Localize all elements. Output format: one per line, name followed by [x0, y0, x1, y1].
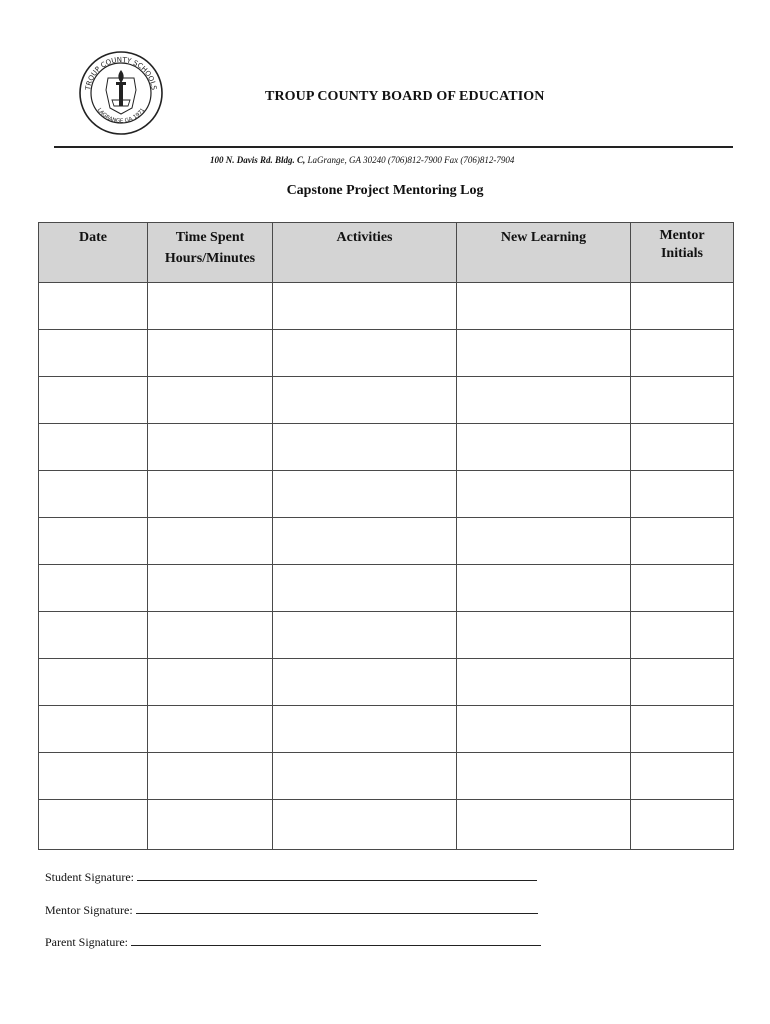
- parent-signature-row: [45, 933, 541, 966]
- table-row: [39, 612, 734, 659]
- date-cell[interactable]: [39, 283, 148, 330]
- table-row: [39, 377, 734, 424]
- time-spent-cell[interactable]: [148, 518, 273, 565]
- table-row: [39, 471, 734, 518]
- new-learning-cell[interactable]: [457, 565, 631, 612]
- table-row: [39, 800, 734, 850]
- new-learning-cell[interactable]: [457, 283, 631, 330]
- address-city-phone: LaGrange, GA 30240 (706)812-7900 Fax (706)812-7904: [307, 155, 515, 165]
- date-cell[interactable]: [39, 377, 148, 424]
- activities-cell[interactable]: [273, 706, 457, 753]
- date-cell[interactable]: [39, 706, 148, 753]
- activities-cell[interactable]: [273, 283, 457, 330]
- time-spent-cell[interactable]: [148, 330, 273, 377]
- activities-cell[interactable]: [273, 330, 457, 377]
- time-spent-cell[interactable]: [148, 659, 273, 706]
- table-row: [39, 565, 734, 612]
- date-cell[interactable]: [39, 518, 148, 565]
- table-row: [39, 424, 734, 471]
- activities-cell[interactable]: [273, 565, 457, 612]
- mentor-initials-cell[interactable]: [631, 565, 734, 612]
- new-learning-cell[interactable]: [457, 424, 631, 471]
- mentor-signature-line[interactable]: [136, 901, 538, 914]
- time-spent-cell[interactable]: [148, 753, 273, 800]
- mentor-initials-cell[interactable]: [631, 612, 734, 659]
- new-learning-cell[interactable]: [457, 471, 631, 518]
- date-cell[interactable]: [39, 565, 148, 612]
- column-header-mentor-initials: [631, 223, 734, 283]
- activities-cell[interactable]: [273, 753, 457, 800]
- column-header-activities: [273, 223, 457, 283]
- column-header-text: Mentor: [659, 228, 705, 243]
- new-learning-cell[interactable]: [457, 706, 631, 753]
- activities-cell[interactable]: [273, 800, 457, 850]
- column-header-text: Date: [79, 230, 107, 245]
- activities-cell[interactable]: [273, 377, 457, 424]
- mentor-signature-label: Mentor Signature:: [45, 902, 133, 917]
- mentor-signature-row: [45, 901, 541, 934]
- time-spent-cell[interactable]: [148, 612, 273, 659]
- new-learning-cell[interactable]: [457, 800, 631, 850]
- activities-cell[interactable]: [273, 518, 457, 565]
- column-header-text: Activities: [336, 230, 393, 245]
- activities-cell[interactable]: [273, 424, 457, 471]
- table-row: [39, 518, 734, 565]
- student-signature-line[interactable]: [137, 868, 537, 881]
- mentor-initials-cell[interactable]: [631, 518, 734, 565]
- time-spent-cell[interactable]: [148, 283, 273, 330]
- column-header-date: [39, 223, 148, 283]
- troup-county-schools-seal: [78, 50, 164, 136]
- parent-signature-label: Parent Signature:: [45, 935, 128, 949]
- mentor-initials-cell[interactable]: [631, 424, 734, 471]
- date-cell[interactable]: [39, 800, 148, 850]
- new-learning-cell[interactable]: [457, 659, 631, 706]
- table-row: [39, 706, 734, 753]
- time-spent-cell[interactable]: [148, 706, 273, 753]
- signature-section: [45, 868, 541, 966]
- student-signature-label: Student Signature:: [45, 870, 134, 884]
- svg-text:TROUP COUNTY SCHOOLS: TROUP COUNTY SCHOOLS: [84, 55, 158, 91]
- new-learning-cell[interactable]: [457, 612, 631, 659]
- address-line: [210, 155, 514, 165]
- new-learning-cell[interactable]: [457, 330, 631, 377]
- column-header-text: Time Spent: [175, 230, 245, 245]
- mentor-initials-cell[interactable]: [631, 330, 734, 377]
- date-cell[interactable]: [39, 612, 148, 659]
- table-body: [39, 283, 734, 850]
- column-header-text: New Learning: [500, 230, 587, 245]
- mentor-initials-cell[interactable]: [631, 659, 734, 706]
- new-learning-cell[interactable]: [457, 377, 631, 424]
- new-learning-cell[interactable]: [457, 753, 631, 800]
- mentoring-log-table: [38, 222, 734, 850]
- date-cell[interactable]: [39, 659, 148, 706]
- activities-cell[interactable]: [273, 612, 457, 659]
- date-cell[interactable]: [39, 424, 148, 471]
- organization-title: TROUP COUNTY BOARD OF EDUCATION: [265, 89, 545, 104]
- mentor-initials-cell[interactable]: [631, 471, 734, 518]
- table-header-row: [39, 223, 734, 283]
- time-spent-cell[interactable]: [148, 424, 273, 471]
- mentor-initials-cell[interactable]: [631, 283, 734, 330]
- table-row: [39, 659, 734, 706]
- activities-cell[interactable]: [273, 659, 457, 706]
- activities-cell[interactable]: [273, 471, 457, 518]
- column-header-new-learning: [457, 223, 631, 283]
- table-row: [39, 283, 734, 330]
- date-cell[interactable]: [39, 753, 148, 800]
- table-row: [39, 753, 734, 800]
- parent-signature-line[interactable]: [131, 933, 541, 946]
- time-spent-cell[interactable]: [148, 471, 273, 518]
- header-rule: [54, 146, 733, 148]
- mentor-initials-cell[interactable]: [631, 800, 734, 850]
- student-signature-row: [45, 868, 541, 901]
- mentor-initials-cell[interactable]: [631, 706, 734, 753]
- mentor-initials-cell[interactable]: [631, 753, 734, 800]
- svg-text:LAGRANGE GA 1971: LAGRANGE GA 1971: [95, 107, 147, 125]
- column-header-time-spent: [148, 223, 273, 283]
- date-cell[interactable]: [39, 471, 148, 518]
- address-street: 100 N. Davis Rd. Bldg. C,: [210, 155, 306, 165]
- column-header-text: Initials: [660, 246, 703, 261]
- new-learning-cell[interactable]: [457, 518, 631, 565]
- column-header-text: Hours/Minutes: [164, 251, 256, 266]
- table-row: [39, 330, 734, 377]
- date-cell[interactable]: [39, 330, 148, 377]
- time-spent-cell[interactable]: [148, 565, 273, 612]
- mentor-initials-cell[interactable]: [631, 377, 734, 424]
- time-spent-cell[interactable]: [148, 800, 273, 850]
- document-title: Capstone Project Mentoring Log: [286, 183, 484, 198]
- time-spent-cell[interactable]: [148, 377, 273, 424]
